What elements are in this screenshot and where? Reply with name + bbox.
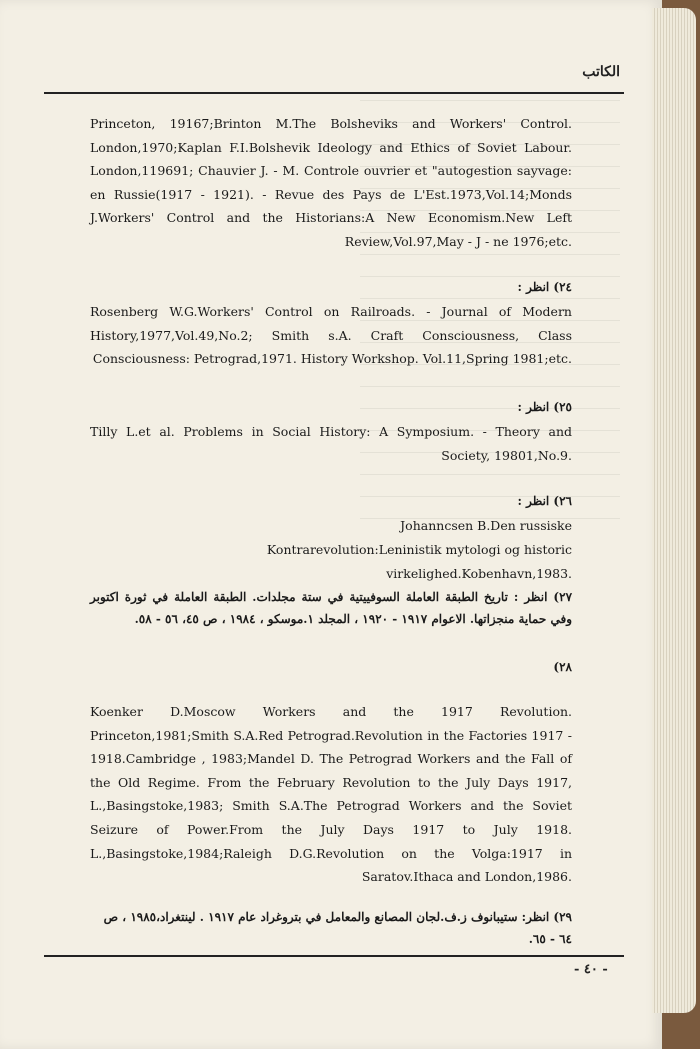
header-rule	[44, 92, 624, 94]
footnote-26-label: ٢٦) انظر :	[517, 494, 572, 508]
page-edges	[652, 8, 696, 1013]
footer-rule	[44, 955, 624, 957]
footnote-24-text: Rosenberg W.G.Workers' Control on Railroads. - Journal of Modern History,1977,Vol.49,No.2; Smith s.A. Craft Consciousness, Class Consciousness: Petrograd,1971. History Workshop. Vol.11,Spring 1981;etc.	[90, 304, 572, 367]
footnote-26-line2: Kontrarevolution:Leninistik mytologi og historic virkelighed.Kobenhavn,1983.	[266, 542, 572, 581]
page-number: - ٤٠ -	[574, 962, 608, 977]
footnote-28-text: Koenker D.Moscow Workers and the 1917 Revolution. Princeton,1981;Smith S.A.Red Petrograd.Revolution in the Factories 1917 - 1918.Cambridge , 1983;Mandel D. The Petrograd Workers and the Fall of the Old Regime. From the February Revolution to the July Days 1917, L.,Basingstoke,1983; Smith S.A.The Petrograd Workers and the Soviet Seizure of Power.From the July Days 1917 to July 1918. L.,Basingstoke,1984;Raleigh D.G.Revolution on the Volga:1917 in Saratov.Ithaca and London,1986.	[90, 704, 572, 885]
footnote-29: ٢٩) انظر: ستيبانوف ز.ف.لجان المصانع والمعامل في بتروغراد عام ١٩١٧ . لينتغراد،١٩٨٥ ، ص ٦٤ - ٦٥.	[103, 910, 572, 946]
footnote-25-text: Tilly L.et al. Problems in Social History: A Symposium. - Theory and Society, 19801,No.9.	[90, 424, 572, 463]
footnote-25-label: ٢٥) انظر :	[517, 400, 572, 414]
running-header: الكاتب	[582, 64, 620, 80]
footnote-27: ٢٧) انظر : تاريخ الطبقة العاملة السوفييتية في ستة مجلدات. الطبقة العاملة في ثورة اكتوبر وفي حماية منجزاتها. الاعوام ١٩١٧ - ١٩٢٠ ، المجلد ١.موسكو ، ١٩٨٤ ، ص ٤٥، ٥٦ - ٥٨.	[90, 590, 573, 626]
footnote-28-label: ٢٨)	[553, 660, 572, 674]
footnote-23-continuation: Princeton, 19167;Brinton M.The Bolsheviks and Workers' Control. London,1970;Kaplan F.I.Bolshevik Ideology and Ethics of Soviet Labour. London,119691; Chauvier J. - M. Controle ouvrier et "autogestion sayvage: en Russie(1917 - 1921). - Revue des Pays de L'Est.1973,Vol.14;Monds J.Workers' Control and the Historians:A New Economism.New Left Review,Vol.97,May - J - ne 1976;etc.	[90, 116, 572, 249]
footnote-24-label: ٢٤) انظر :	[517, 280, 572, 294]
footnote-26-line1: Johanncsen B.Den russiske	[400, 518, 572, 533]
